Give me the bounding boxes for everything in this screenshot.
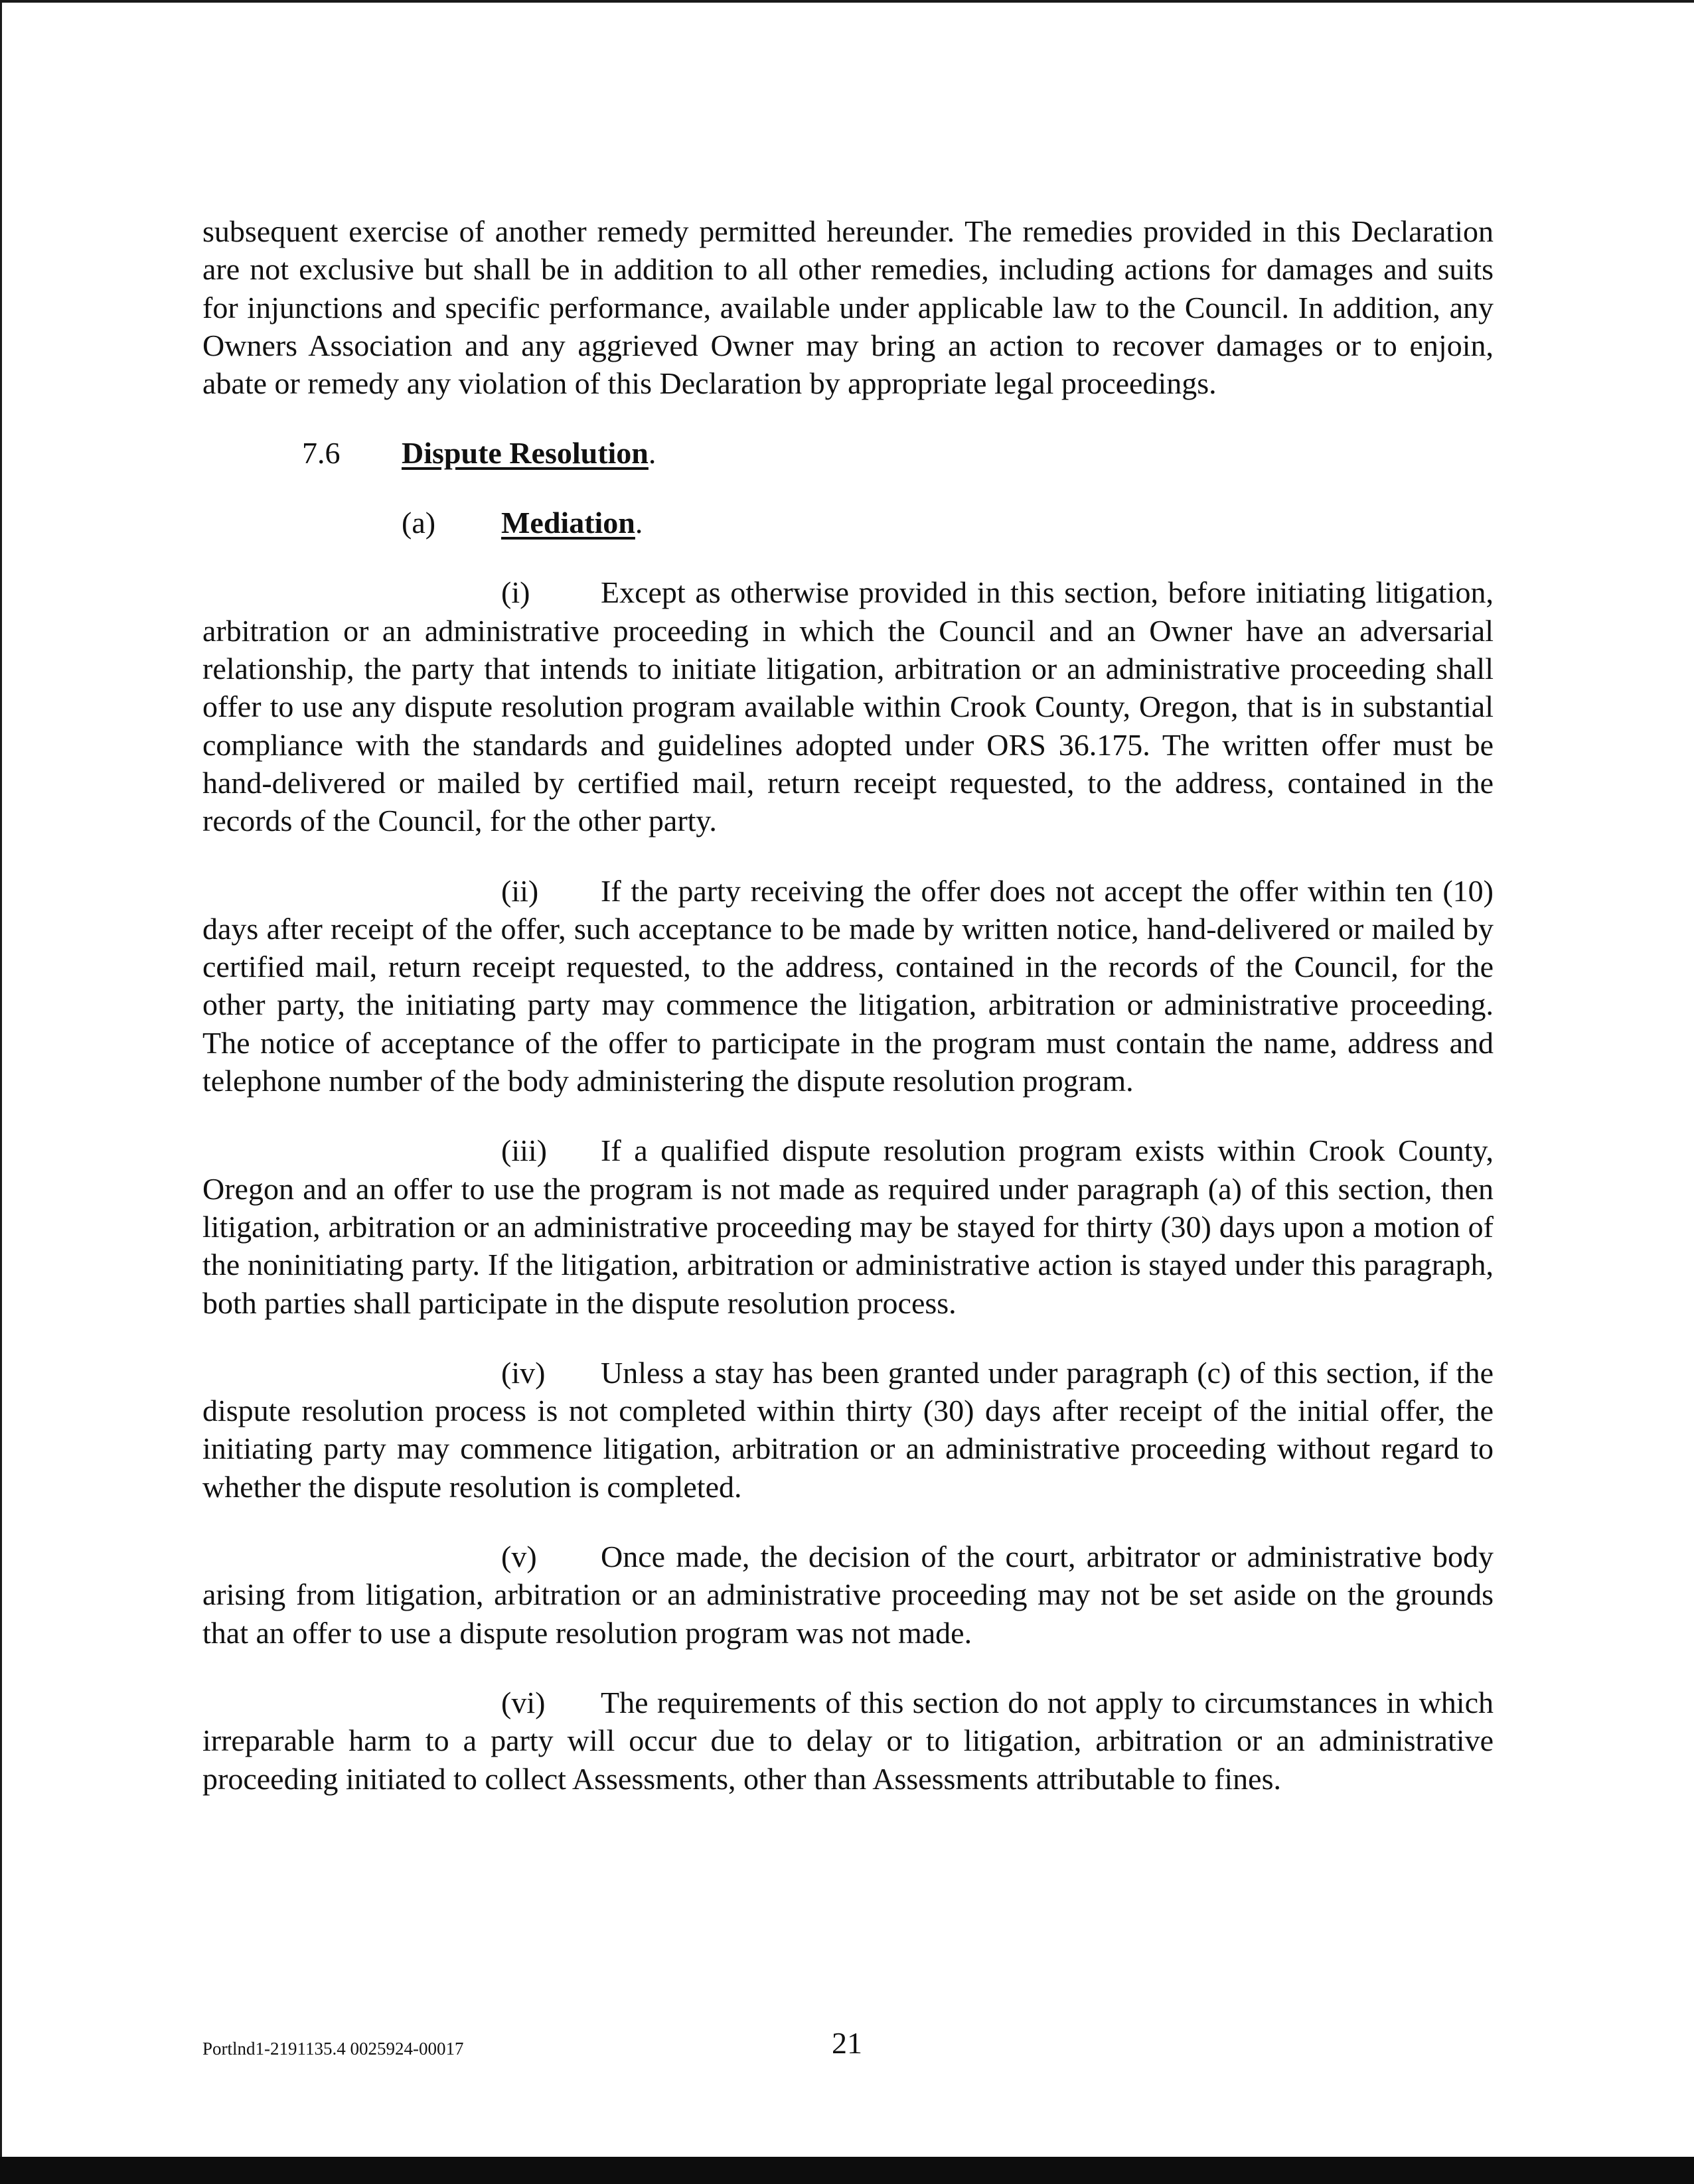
subsection-number: (a)	[402, 506, 436, 540]
list-item-ii	[202, 872, 1494, 1100]
scan-border-top	[0, 0, 1694, 3]
list-item-i	[202, 573, 1494, 839]
list-item-iv	[202, 1354, 1494, 1506]
list-item-text: Once made, the decision of the court, arbitrator or administrative body arising from litigation, arbitration or an administrative proceeding may not be set aside on the grounds that an offer to use a dispute resolution program was not made.	[202, 1540, 1494, 1650]
section-number: 7.6	[302, 436, 341, 471]
list-item-v	[202, 1538, 1494, 1652]
list-item-text: Unless a stay has been granted under paragraph (c) of this section, if the dispute resolution process is not completed within thirty (30) days after receipt of the initial offer, the initiating party may commence litigation, arbitration or an administrative proceeding without regard to whether the dispute resolution is completed.	[202, 1355, 1494, 1504]
list-item-vi	[202, 1684, 1494, 1798]
footer-document-id: Portlnd1-2191135.4 0025924-00017	[202, 2039, 464, 2059]
list-item-text: If the party receiving the offer does not accept the offer within ten (10) days after receipt of the offer, such acceptance to be made by written notice, hand-delivered or mailed by certified mail, return receipt requested, to the address, contained in the records of the Council, for the other party, the initiating party may commence the litigation, arbitration or administrative proceeding. The notice of acceptance of the offer to participate in the program must contain the name, address and telephone number of the body administering the dispute resolution program.	[202, 873, 1494, 1098]
list-item-text: Except as otherwise provided in this section, before initiating litigation, arbitration or an administrative proceeding in which the Council and an Owner have an adversarial relationship, the party that intends to initiate litigation, arbitration or an administrative proceeding shall offer to use any dispute resolution program available within Crook County, Oregon, that is in substantial compliance with the standards and guidelines adopted under ORS 36.175. The written offer must be hand-delivered or mailed by certified mail, return receipt requested, to the address, contained in the records of the Council, for the other party.	[202, 575, 1494, 838]
list-item-iii	[202, 1131, 1494, 1321]
subsection-title-period: .	[635, 506, 643, 540]
subsection-heading	[202, 504, 1494, 542]
section-title-period: .	[648, 436, 656, 471]
list-item-marker: (iv)	[501, 1355, 546, 1390]
scan-border-bottom	[0, 2157, 1694, 2184]
intro-paragraph: subsequent exercise of another remedy permitted hereunder. The remedies provided in this Declaration are not exclusive but shall be in addition to all other remedies, including actions for damages and suits for injunctions and specific performance, available under applicable law to the Council. In addition, any Owners Association and any aggrieved Owner may bring an action to recover damages or to enjoin, abate or remedy any violation of this Declaration by appropriate legal proceedings.	[202, 214, 1494, 401]
list-item-text: The requirements of this section do not apply to circumstances in which irreparable harm to a party will occur due to delay or to litigation, arbitration or an administrative proceeding initiated to collect Assessments, other than Assessments attributable to fines.	[202, 1685, 1494, 1796]
section-heading	[202, 434, 1494, 472]
document-page	[202, 212, 1494, 1798]
list-item-marker: (ii)	[501, 873, 539, 908]
list-item-text: If a qualified dispute resolution program exists within Crook County, Oregon and an offer to use the program is not made as required under paragraph (a) of this section, then litigation, arbitration or an administrative proceeding may be stayed for thirty (30) days upon a motion of the noninitiating party. If the litigation, arbitration or administrative action is stayed under this paragraph, both parties shall participate in the dispute resolution process.	[202, 1133, 1494, 1320]
list-item-marker: (v)	[501, 1540, 537, 1574]
section-title: Dispute Resolution	[402, 436, 649, 471]
subsection-title: Mediation	[501, 506, 635, 540]
list-item-marker: (vi)	[501, 1685, 546, 1719]
list-item-marker: (iii)	[501, 1133, 547, 1168]
list-item-marker: (i)	[501, 575, 530, 610]
page-number: 21	[832, 2026, 862, 2060]
scan-border-left	[0, 0, 2, 2184]
